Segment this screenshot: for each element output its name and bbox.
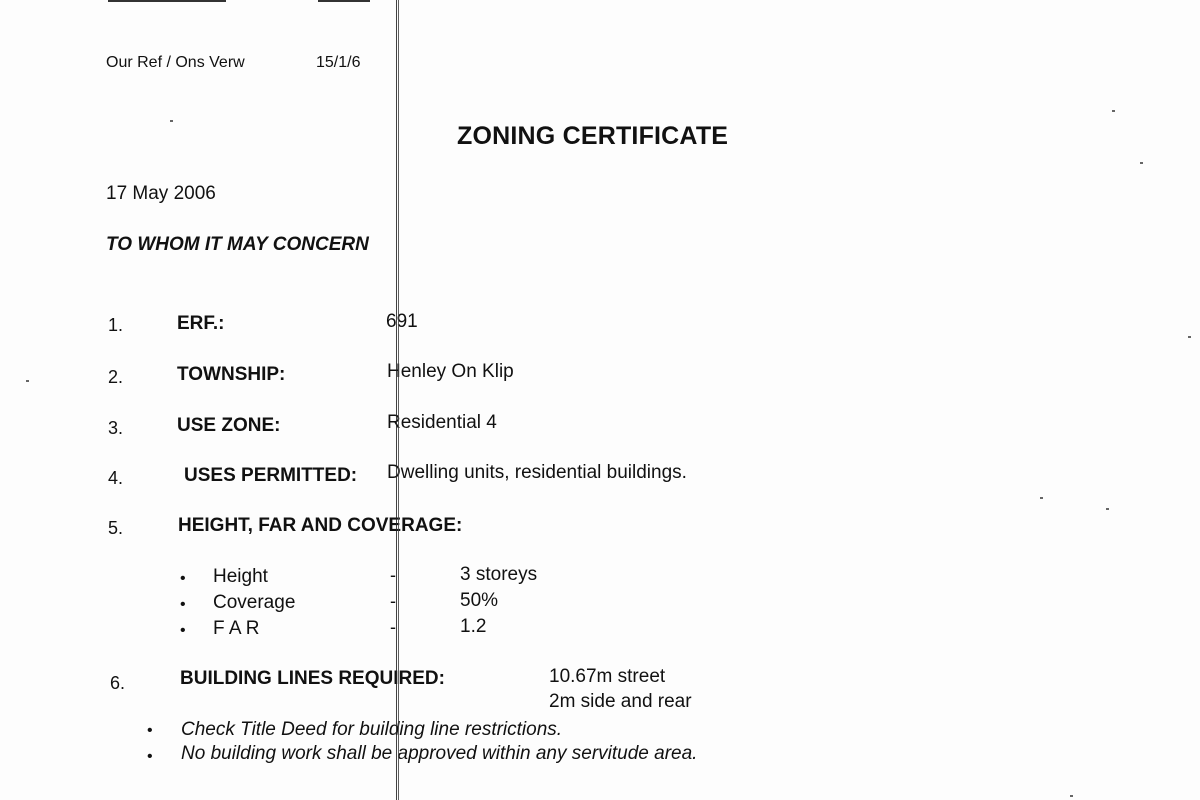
note-title-deed: Check Title Deed for building line restrictions.	[181, 719, 563, 740]
scan-speck	[1106, 508, 1109, 510]
bullet-icon: •	[147, 748, 153, 765]
reference-label: Our Ref / Ons Verw	[106, 54, 245, 71]
item-value-uses-permitted: Dwelling units, residential buildings.	[387, 462, 687, 483]
item-number: 4.	[108, 468, 124, 488]
sub-label-far: F A R	[213, 618, 260, 639]
bullet-icon: •	[180, 596, 186, 613]
sub-dash: -	[390, 591, 396, 611]
scan-speck	[26, 380, 29, 382]
scan-speck	[170, 120, 173, 122]
document-date: 17 May 2006	[106, 183, 216, 204]
item-label-height-far-coverage: HEIGHT, FAR AND COVERAGE:	[178, 515, 463, 536]
scan-speck	[1188, 336, 1191, 338]
item-label-erf: ERF.:	[177, 313, 225, 334]
scan-fold-line	[396, 0, 399, 800]
item-value-township: Henley On Klip	[387, 361, 514, 382]
item-label-uses-permitted: USES PERMITTED:	[184, 465, 358, 486]
item-number: 5.	[108, 518, 124, 538]
sub-value-height: 3 storeys	[460, 564, 538, 585]
sub-dash: -	[390, 617, 396, 637]
sub-value-coverage: 50%	[460, 590, 499, 611]
sub-label-coverage: Coverage	[213, 592, 296, 613]
item-label-township: TOWNSHIP:	[177, 364, 286, 385]
bullet-icon: •	[147, 722, 153, 739]
item-value-use-zone: Residential 4	[387, 412, 497, 433]
item-number: 6.	[110, 673, 126, 693]
scan-speck	[1040, 497, 1043, 499]
item-label-use-zone: USE ZONE:	[177, 415, 281, 436]
item-number: 1.	[108, 315, 124, 335]
bullet-icon: •	[180, 622, 186, 639]
sub-label-height: Height	[213, 566, 268, 587]
scan-speck	[1070, 795, 1073, 797]
item-number: 3.	[108, 418, 124, 438]
sub-dash: -	[390, 565, 396, 585]
scan-speck	[1140, 162, 1143, 164]
note-servitude: No building work shall be approved within any servitude area.	[181, 743, 698, 764]
item-value-building-lines-street: 10.67m street	[549, 666, 666, 687]
scan-speck	[1112, 110, 1115, 112]
item-label-building-lines: BUILDING LINES REQUIRED:	[180, 668, 445, 689]
reference-value: 15/1/6	[316, 54, 361, 71]
document-title: ZONING CERTIFICATE	[457, 122, 729, 150]
item-number: 2.	[108, 367, 124, 387]
cut-off-text-mark	[318, 0, 370, 2]
salutation: TO WHOM IT MAY CONCERN	[106, 234, 369, 255]
item-value-building-lines-side-rear: 2m side and rear	[549, 691, 692, 712]
sub-value-far: 1.2	[460, 616, 487, 637]
item-value-erf: 691	[386, 311, 418, 332]
bullet-icon: •	[180, 570, 186, 587]
cut-off-text-mark	[108, 0, 226, 2]
